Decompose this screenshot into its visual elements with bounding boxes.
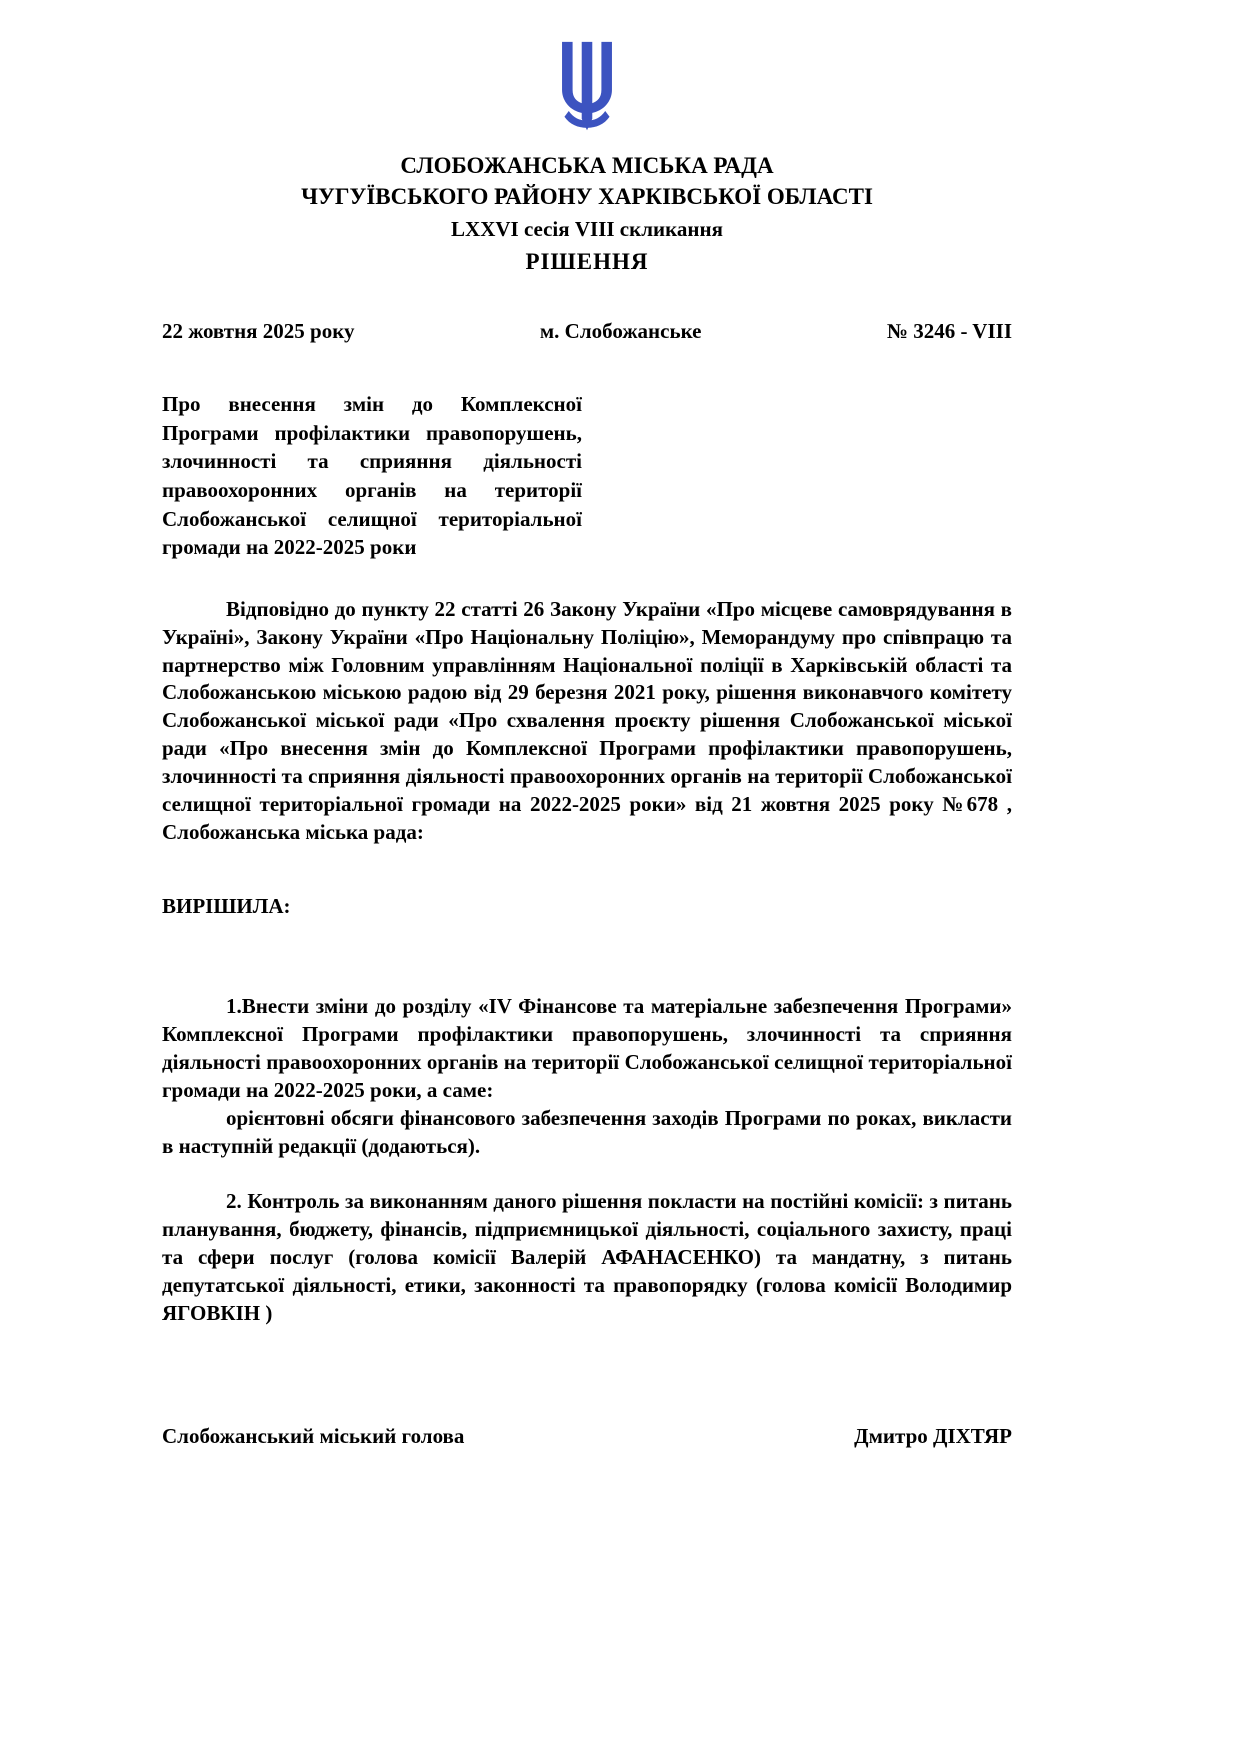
item-1-paragraph-2: орієнтовні обсяги фінансового забезпечення заходів Програми по роках, викласти в наступній редакції (додаються). [162,1105,1012,1158]
document-subject: Про внесення змін до Комплексної Програми профілактики правопорушень, злочинності та сприяння діяльності правоохоронних органів на території Слобожанської селищної територіальної громади на 2022-2025 роки [162,392,582,560]
signature-name: Дмитро ДІХТЯР [854,1424,1012,1449]
org-name-line1: СЛОБОЖАНСЬКА МІСЬКА РАДА [400,153,774,178]
signature-row [162,1424,1012,1449]
session-line: LXXVI сесія VIII скликання [451,217,723,242]
document-meta-row [162,319,1012,344]
item-1-paragraph-1: 1.Внести зміни до розділу «IV Фінансове та матеріальне забезпечення Програми» Комплексної Програми профілактики правопорушень, злочинності та сприяння діяльності правоохоронних органів на території Слобожанської селищної територіальної громади на 2022-2025 роки, а саме: [162,993,1012,1102]
item-2-paragraph: 2. Контроль за виконанням даного рішення покласти на постійні комісії: з питань планування, бюджету, фінансів, підприємницької діяльності, соціального захисту, праці та сфери послуг (голова комісії Валерій АФАНАСЕНКО) та мандатну, з питань депутатської діяльності, етики, законності та правопорядку (голова комісії Володимир ЯГОВКІН ) [162,1189,1012,1326]
preamble-paragraph: Відповідно до пункту 22 статті 26 Закону України «Про місцеве самоврядування в Україні», Закону України «Про Національну Поліцію», Меморандуму про співпрацю та партнерство між Головним управлінням Національної поліції в Харківській області та Слобожанською міською радою від 29 березня 2021 року, рішення виконавчого комітету Слобожанської міської ради «Про схвалення проєкту рішення Слобожанської міської ради «Про внесення змін до Комплексної Програми профілактики правопорушень, злочинності та сприяння діяльності правоохоронних органів на території Слобожанської селищної територіальної громади на 2022-2025 роки» від 21 жовтня 2025 року №678 , Слобожанська міська рада: [162,596,1012,845]
document-place: м. Слобожанське [539,319,702,344]
resolved-label: ВИРІШИЛА: [162,893,291,918]
signature-title: Слобожанський міський голова [162,1424,465,1449]
ukraine-trident-icon [556,117,618,141]
document-number: № 3246 - VIII [886,319,1012,344]
document-type-title: РІШЕННЯ [525,249,649,275]
document-date: 22 жовтня 2025 року [162,319,355,344]
org-name-line2: ЧУГУЇВСЬКОГО РАЙОНУ ХАРКІВСЬКОЇ ОБЛАСТІ [301,184,873,210]
emblem-container [162,40,1012,142]
